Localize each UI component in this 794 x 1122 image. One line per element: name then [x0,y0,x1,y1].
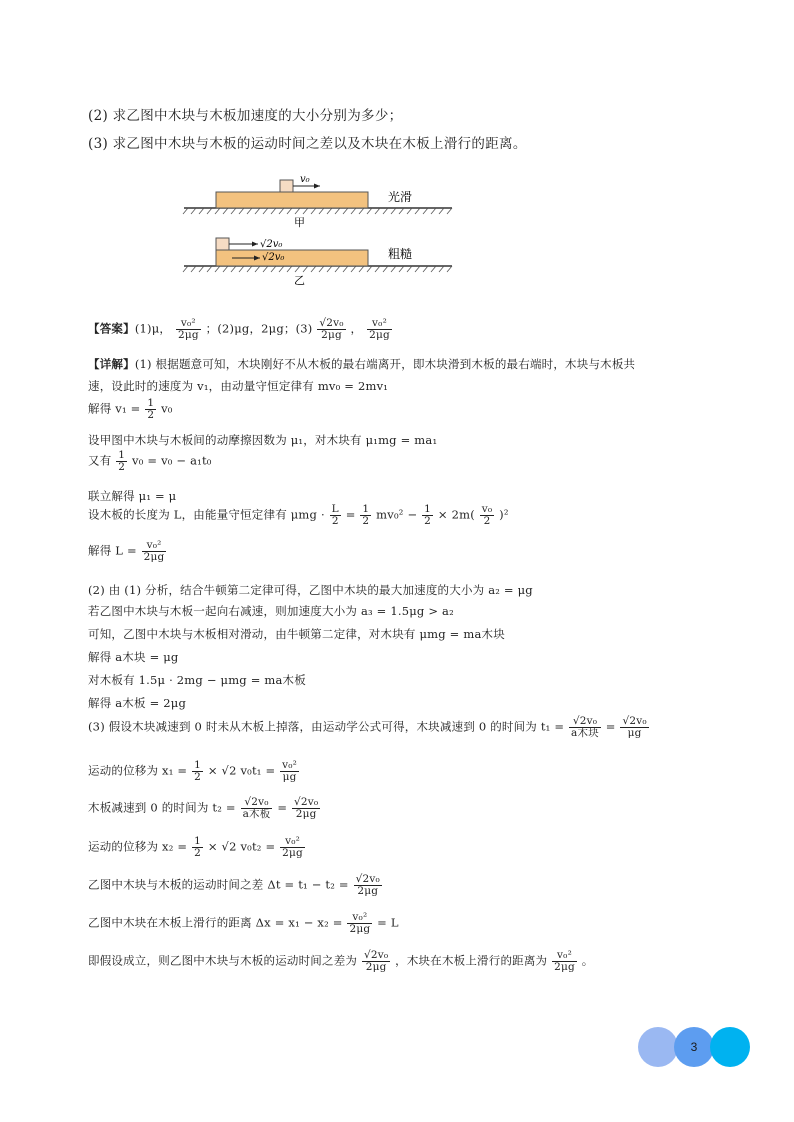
block-top [280,180,293,192]
detail-line-14: 解得 a木板 = 2μg [88,696,187,710]
detail-line-7: 设木板的长度为 L，由能量守恒定律有 μmg · $\frac{L}{2}$ = $\frac{1}{2}$ mv₀² − $\frac{1}{2}$ × 2m( $\frac{\text{v₀}}{2}$ )² [88,503,509,528]
caption-yi: 乙 [294,274,305,286]
board-top [216,192,368,208]
detail-line-19: 乙图中木块与木板的运动时间之差 Δt = t₁ − t₂ = $\frac{\text{√2v₀}}{2\mu g}$ [88,873,380,898]
detail-line-16: 运动的位移为 x₁ = $\frac{1}{2}$ × √2 v₀t₁ = $\frac{\text{v₀²}}{\mu g}$ [88,759,298,784]
detail-line-18: 运动的位移为 x₂ = $\frac{1}{2}$ × √2 v₀t₂ = $\frac{\text{v₀²}}{2\mu g}$ [88,835,303,860]
page-number: 3 [690,1040,698,1054]
page-number-badge [636,1026,754,1070]
surface-label-rough: 粗糙 [388,247,413,261]
detail-line-12: 解得 a木块 = μg [88,650,179,664]
velocity-label-board: √2v₀ [262,252,285,263]
detail-line-15: (3) 假设木块减速到 0 时未从木板上掉落，由运动学公式可得，木块减速到 0 的时间为 t₁ = $\frac{\text{√2v₀}}{\text{a木块}}$ = $\frac{\text{√2v₀}}{\mu g}$ [88,715,647,740]
ground-hatch-bottom [183,266,452,272]
detail-line-1: 【详解】(1) 根据题意可知，木块刚好不从木板的最右端离开，即木块滑到木板的最右端时，木块与木板共 [88,357,636,371]
velocity-label-top: v₀ [300,174,310,185]
detail-line-21: 即假设成立，则乙图中木块与木板的运动时间之差为 $\frac{\text{√2v₀}}{2\mu g}$ ，木块在木板上滑行的距离为 $\frac{\text{v₀²}}{2\mu g}$ 。 [88,949,594,974]
caption-jia: 甲 [294,216,305,229]
detail-line-9: (2) 由 (1) 分析，结合牛顿第二定律可得，乙图中木块的最大加速度的大小为 a₂ = μg [88,583,533,597]
ground-hatch-top [183,208,452,214]
detail-line-3: 解得 v₁ = $\frac{1}{2}$ v₀ [88,397,173,422]
surface-label-smooth: 光滑 [388,190,413,204]
block-bottom [216,238,229,250]
detail-line-20: 乙图中木块在木板上滑行的距离 Δx = x₁ − x₂ = $\frac{\text{v₀²}}{2\mu g}$ = L [88,911,399,936]
physics-figure [180,168,460,286]
detail-line-6: 联立解得 μ₁ = μ [88,489,177,503]
detail-line-4: 设甲图中木块与木板间的动摩擦因数为 μ₁，对木块有 μ₁mg = ma₁ [88,433,438,447]
velocity-label-block: √2v₀ [260,239,283,250]
detail-line-10: 若乙图中木块与木板一起向右减速，则加速度大小为 a₃ = 1.5μg > a₂ [88,604,454,618]
page-circle-left [638,1027,678,1067]
question-3: (3) 求乙图中木块与木板的运动时间之差以及木块在木板上滑行的距离。 [88,136,527,152]
detail-line-11: 可知，乙图中木块与木板相对滑动，由牛顿第二定律，对木块有 μmg = ma木块 [88,627,505,641]
detail-line-5: 又有 $\frac{1}{2}$ v₀ = v₀ − a₁t₀ [88,449,212,474]
detail-line-2: 速，设此时的速度为 v₁，由动量守恒定律有 mv₀ = 2mv₁ [88,379,389,393]
detail-line-17: 木板减速到 0 的时间为 t₂ = $\frac{\text{√2v₀}}{\text{a木板}}$ = $\frac{\text{√2v₀}}{2\mu g}$ [88,796,319,821]
question-2: (2) 求乙图中木块与木板加速度的大小分别为多少； [88,108,403,124]
page-circle-right [710,1027,750,1067]
answer-line: 【答案】(1)μ， $\frac{\text{v₀²}}{2\mu g}$ ；(2)μg，2μg；(3) $\frac{\text{√2v₀}}{2\mu g}$ ， $\frac{\text{v₀²}}{2\mu g}$ [88,317,390,342]
detail-line-13: 对木板有 1.5μ · 2mg − μmg = ma木板 [88,673,306,687]
detail-line-8: 解得 L = $\frac{\text{v₀²}}{2\mu g}$ [88,539,165,564]
